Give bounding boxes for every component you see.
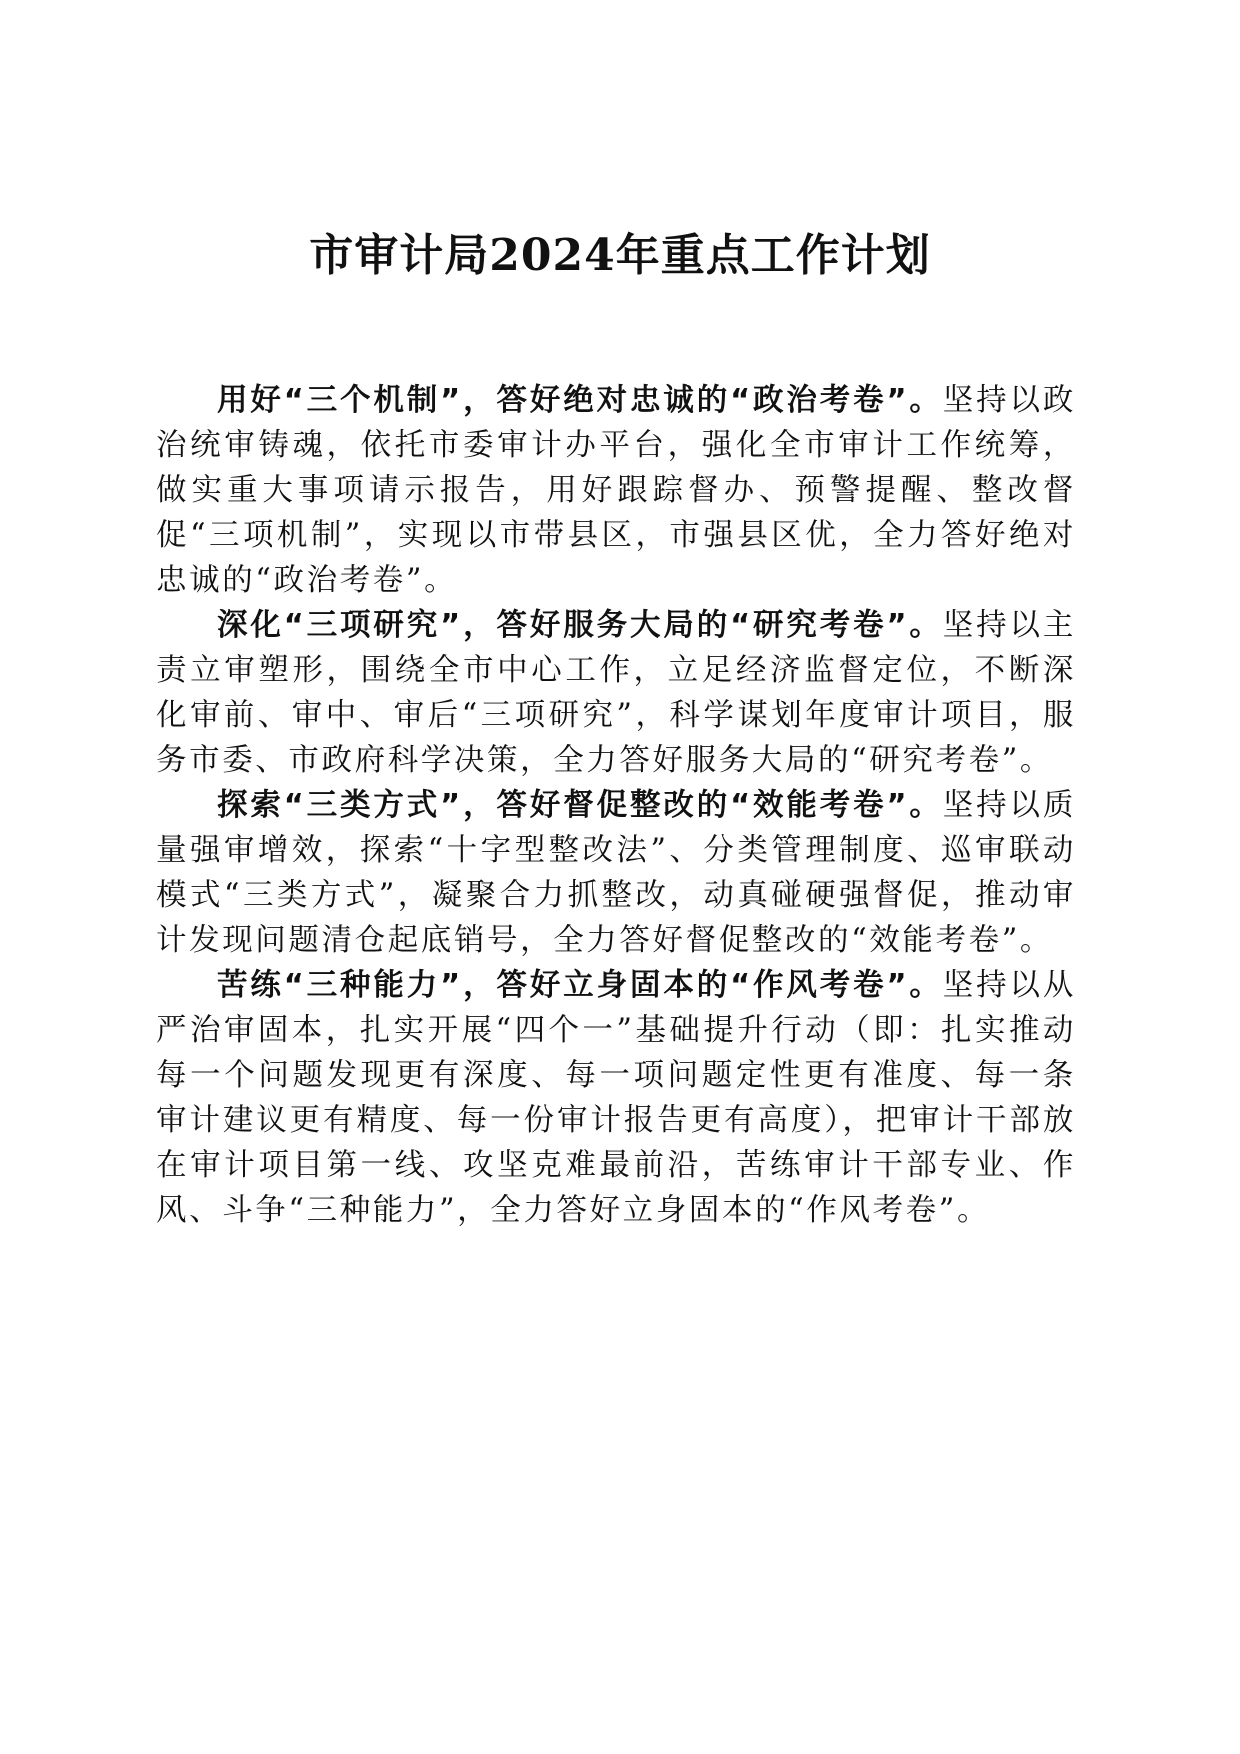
paragraph-text: 坚持以主责立审塑形，围绕全市中心工作，立足经济监督定位，不断深化审前、审中、审后“三项研究”，科学谋划年度审计项目，服务市委、市政府科学决策，全力答好服务大局的“研究考卷”。 bbox=[156, 608, 1077, 778]
paragraph-lead: 探索“三类方式”，答好督促整改的“效能考卷”。 bbox=[217, 788, 943, 823]
paragraph-style bbox=[156, 963, 1076, 1233]
paragraph-lead: 苦练“三种能力”，答好立身固本的“作风考卷”。 bbox=[217, 968, 943, 1003]
paragraph-efficiency bbox=[156, 783, 1076, 963]
paragraph-text: 坚持以从严治审固本，扎实开展“四个一”基础提升行动（即：扎实推动每一个问题发现更有深度、每一项问题定性更有准度、每一条审计建议更有精度、每一份审计报告更有高度），把审计干部放在审计项目第一线、攻坚克难最前沿，苦练审计干部专业、作风、斗争“三种能力”，全力答好立身固本的“作风考卷”。 bbox=[156, 968, 1077, 1228]
paragraph-lead: 深化“三项研究”，答好服务大局的“研究考卷”。 bbox=[217, 608, 943, 643]
paragraph-text: 坚持以政治统审铸魂，依托市委审计办平台，强化全市审计工作统筹，做实重大事项请示报告，用好跟踪督办、预警提醒、整改督促“三项机制”，实现以市带县区，市强县区优，全力答好绝对忠诚的“政治考卷”。 bbox=[156, 383, 1077, 598]
document-body bbox=[156, 378, 1076, 1233]
document-title: 市审计局2024年重点工作计划 bbox=[309, 230, 931, 281]
paragraph-research bbox=[156, 603, 1076, 783]
paragraph-lead: 用好“三个机制”，答好绝对忠诚的“政治考卷”。 bbox=[217, 383, 943, 418]
paragraph-text: 坚持以质量强审增效，探索“十字型整改法”、分类管理制度、巡审联动模式“三类方式”，凝聚合力抓整改，动真碰硬强督促，推动审计发现问题清仓起底销号，全力答好督促整改的“效能考卷”。 bbox=[156, 788, 1077, 958]
paragraph-political bbox=[156, 378, 1076, 603]
